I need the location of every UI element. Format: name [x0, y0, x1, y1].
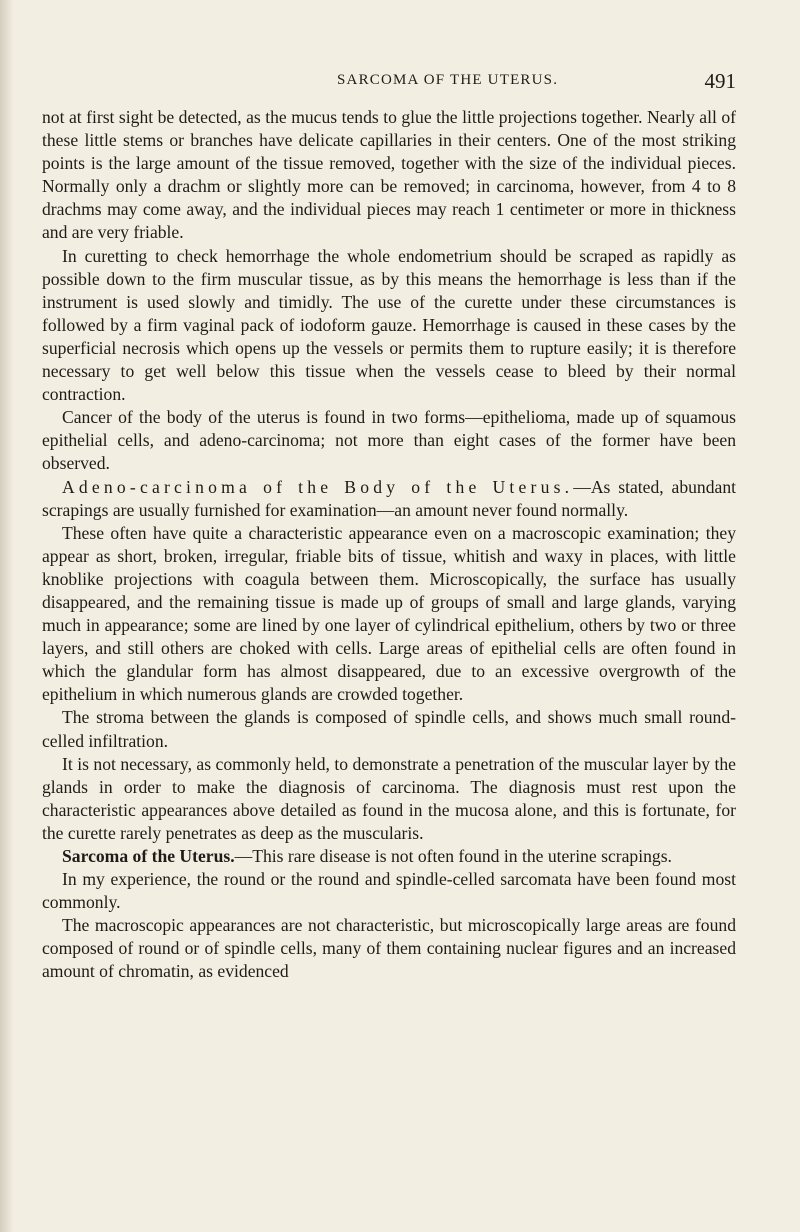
paragraph-curetting: In curetting to check hemorrhage the whole endometrium should be scraped as rapidly as possible down to the firm muscular tissue, as by this means the hemorrhage is less than if the instrument is used slowly and timidly. The use of the curette under these circumstances is followed by a firm vaginal pack of iodoform gauze. Hemorrhage is caused in these cases by the superficial necrosis which opens up the vessels or permits them to rupture easily; it is therefore necessary to get well below this tissue when the vessels cease to bleed by their normal contraction. [42, 245, 736, 405]
paragraph-cancer-forms: Cancer of the body of the uterus is found in two forms—epithelioma, made up of squamous epithelial cells, and adeno-carcinoma; not more than eight cases of the former have been observed. [42, 407, 736, 474]
paragraph-experience: In my experience, the round or the round and spindle-celled sarcomata have been found most commonly. [42, 869, 736, 913]
paragraph-continued: not at first sight be detected, as the mucus tends to glue the little projections together. Nearly all of these little stems or branches have delicate capillaries in their centers. One of the most striking points is the large amount of the tissue removed, together with the size of the individual pieces. Normally only a drachm or slightly more can be removed; in carcinoma, however, from 4 to 8 drachms may come away, and the individual pieces may reach 1 centimeter or more in thickness and are very friable. [42, 107, 736, 243]
running-title: SARCOMA OF THE UTERUS. [337, 72, 559, 88]
paragraph-sarcoma [42, 845, 736, 868]
paragraph-adeno-carcinoma-text: —As stated, abundant scrapings are usually furnished for examination—an amount never found normally. [42, 476, 736, 520]
paragraph-adeno-carcinoma [42, 476, 736, 522]
section-heading-sarcoma: Sarcoma of the Uterus. [62, 846, 235, 866]
paragraph-stroma: The stroma between the glands is composed of spindle cells, and shows much small round-celled infiltration. [42, 707, 736, 751]
paragraph-diagnosis: It is not necessary, as commonly held, to demonstrate a penetration of the muscular layer by the glands in order to make the diagnosis of carcinoma. The diagnosis must rest upon the characteristic appearances above detailed as found in the mucosa alone, and this is fortunate, for the curette rarely penetrates as deep as the muscularis. [42, 753, 736, 843]
page-number: 491 [704, 69, 736, 93]
paragraph-microscopic: The macroscopic appearances are not characteristic, but microscopically large areas are found composed of round or of spindle cells, many of them containing nuclear figures and an increased amount of chromatin, as evidenced [42, 915, 736, 982]
body-text [42, 106, 736, 984]
page-gutter-shadow [0, 0, 14, 1232]
section-heading-adeno-carcinoma: Adeno-carcinoma of the Body of the Uterus. [62, 476, 574, 497]
paragraph-macroscopic: These often have quite a characteristic appearance even on a macroscopic examination; they appear as short, broken, irregular, friable bits of tissue, whitish and waxy in places, with little knoblike projections with coagula between them. Microscopically, the surface has usually disappeared, and the remaining tissue is made up of groups of small and large glands, varying much in appearance; some are lined by one layer of cylindrical epithelium, others by two or three layers, and still others are choked with cells. Large areas of epithelial cells are often found in which the glandular form has almost disappeared, due to an excessive overgrowth of the epithelium in which numerous glands are crowded together. [42, 522, 736, 705]
paragraph-sarcoma-text: —This rare disease is not often found in the uterine scrapings. [234, 846, 672, 866]
page-header [0, 69, 800, 96]
